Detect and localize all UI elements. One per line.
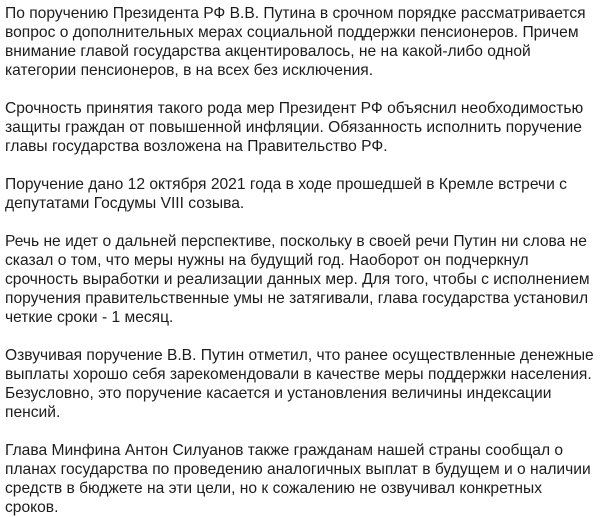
paragraph-5: Озвучивая поручение В.В. Путин отметил, что ранее осуществленные денежные выплаты хорошо себя зарекомендовали в качестве меры поддержки населения. Безусловно, это поручение касается и установления величины индексации пенсий. [5, 347, 594, 421]
paragraph-6: Глава Минфина Антон Силуанов также гражданам нашей страны сообщал о планах государства по проведению аналогичных выплат в будущем и о наличии средств в бюджете на эти цели, но к сожалению не озвучивал конкретных сроков. [5, 442, 591, 516]
paragraph-4: Речь не идет о дальней перспективе, поскольку в своей речи Путин ни слова не сказал о том, что меры нужны на будущий год. Наоборот он подчеркнул срочность выработки и реализации данных мер. Для того, чтобы с исполнением поручения правительственные умы не затягивали, глава государства установил четкие сроки - 1 месяц. [5, 233, 590, 326]
paragraph-3: Поручение дано 12 октября 2021 года в ходе прошедшей в Кремле встречи с депутатами Госдумы VIII созыва. [5, 176, 567, 212]
article-body [5, 4, 597, 517]
paragraph-1: По поручению Президента РФ В.В. Путина в срочном порядке рассматривается вопрос о дополнительных мерах социальной поддержки пенсионеров. Причем внимание главой государства акцентировалось, не на какой-либо одной категории пенсионеров, в на всех без исключения. [5, 5, 586, 79]
paragraph-2: Срочность принятия такого рода мер Президент РФ объяснил необходимостью защиты граждан от повышенной инфляции. Обязанность исполнить поручение главы государства возложена на Правительство РФ. [5, 100, 584, 155]
